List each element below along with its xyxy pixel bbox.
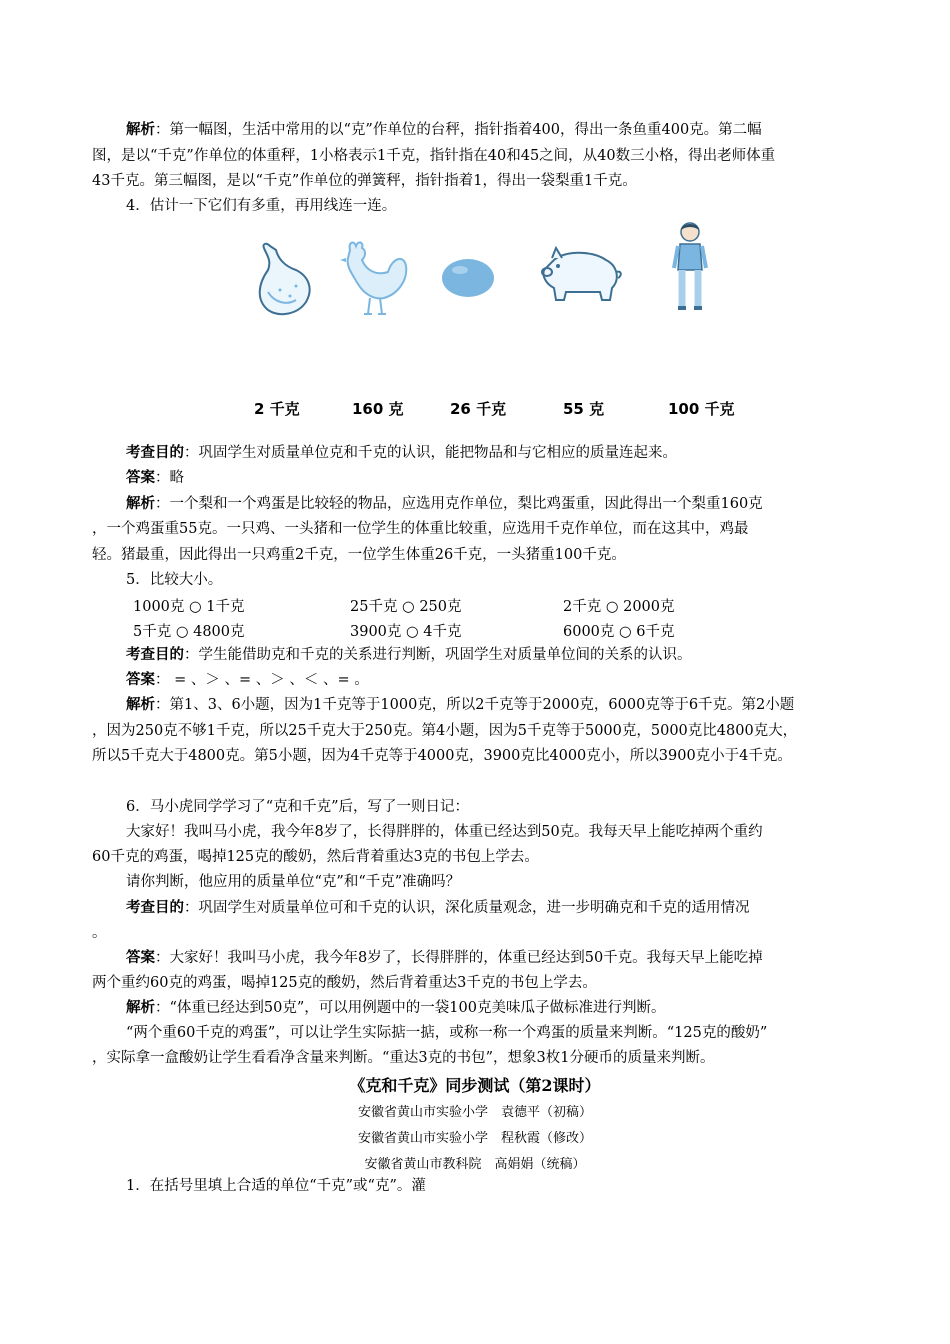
- purpose-line: 。: [92, 925, 107, 941]
- analysis-line: 解析：“体重已经达到50克”，可以用例题中的一袋100克美味瓜子做标准进行判断。: [126, 1000, 666, 1016]
- compare-item: 6000克 ○ 6千克: [563, 624, 675, 640]
- rooster-image: [332, 236, 412, 318]
- pig-image: [538, 244, 622, 304]
- credit-line: 安徽省黄山市教科院 高娟娟（统稿）: [364, 1157, 586, 1172]
- compare-item: 1000克 ○ 1千克: [133, 599, 245, 615]
- analysis-line: 解析：第1、3、6小题，因为1千克等于1000克，所以2千克等于2000克，6000克等于6千克。第2小题: [126, 697, 795, 713]
- section-title: 《克和千克》同步测试（第2课时）: [349, 1076, 601, 1095]
- analysis-line: “两个重60千克的鸡蛋”，可以让学生实际掂一掂，或称一称一个鸡蛋的质量来判断。“125克的酸奶”: [126, 1025, 768, 1041]
- question-6: 6．马小虎同学学习了“克和千克”后，写了一则日记：: [126, 799, 470, 815]
- question-4: 4．估计一下它们有多重，再用线连一连。: [126, 198, 397, 214]
- answer-line: 答案： = 、＞ 、= 、＞ 、＜ 、= 。: [126, 672, 369, 688]
- analysis-line: 43千克。第三幅图，是以“千克”作单位的弹簧秤，指针指着1，得出一袋梨重1千克。: [92, 173, 637, 189]
- analysis-line: 图，是以“千克”作单位的体重秤，1小格表示1千克，指针指在40和45之间，从40数三小格，得出老师体重: [92, 148, 776, 164]
- diary-line: 大家好！我叫马小虎，我今年8岁了，长得胖胖的，体重已经达到50克。我每天早上能吃掉两个重约: [126, 824, 763, 840]
- egg-image: [440, 256, 496, 300]
- compare-item: 3900克 ○ 4千克: [350, 624, 462, 640]
- weight-label: 160 克: [352, 400, 404, 418]
- analysis-line: 解析：第一幅图，生活中常用的以“克”作单位的台秤，指针指着400，得出一条鱼重400克。第二幅: [126, 122, 762, 138]
- question-6-prompt: 请你判断，他应用的质量单位“克”和“千克”准确吗？: [126, 874, 461, 890]
- answer-line: 答案：略: [126, 470, 184, 486]
- pear-image: [252, 240, 314, 318]
- purpose-line: 考查目的：巩固学生对质量单位克和千克的认识，能把物品和与它相应的质量连起来。: [126, 445, 677, 461]
- analysis-line: 所以5千克大于4800克。第5小题，因为4千克等于4000克，3900克比4000克小，所以3900克小于4千克。: [92, 748, 792, 764]
- analysis-line: ，实际拿一盒酸奶让学生看看净含量来判断。“重达3克的书包”，想象3枚1分硬币的质量来判断。: [92, 1050, 715, 1066]
- compare-item: 25千克 ○ 250克: [350, 599, 462, 615]
- purpose-line: 考查目的：巩固学生对质量单位可和千克的认识，深化质量观念，进一步明确克和千克的适用情况: [126, 900, 750, 916]
- credit-line: 安徽省黄山市实验小学 袁德平（初稿）: [357, 1105, 592, 1120]
- question-1: 1．在括号里填上合适的单位“千克”或“克”。灌: [126, 1178, 426, 1194]
- analysis-line: ，因为250克不够1千克，所以25千克大于250克。第4小题，因为5千克等于5000克，5000克比4800克大，: [92, 723, 798, 739]
- diary-line: 60千克的鸡蛋，喝掉125克的酸奶，然后背着重达3克的书包上学去。: [92, 849, 539, 865]
- weight-label: 100 千克: [668, 400, 735, 418]
- weight-label: 55 克: [563, 400, 605, 418]
- answer-line: 答案：大家好！我叫马小虎，我今年8岁了，长得胖胖的，体重已经达到50千克。我每天早上能吃掉: [126, 950, 763, 966]
- purpose-line: 考查目的：学生能借助克和千克的关系进行判断，巩固学生对质量单位间的关系的认识。: [126, 647, 692, 663]
- answer-line: 两个重约60克的鸡蛋，喝掉125克的酸奶，然后背着重达3千克的书包上学去。: [92, 975, 597, 991]
- analysis-line: 轻。猪最重，因此得出一只鸡重2千克，一位学生体重26千克，一头猪重100千克。: [92, 547, 626, 563]
- credit-line: 安徽省黄山市实验小学 程秋霞（修改）: [357, 1131, 592, 1146]
- weight-label: 26 千克: [450, 400, 507, 418]
- boy-image: [672, 220, 708, 314]
- question-5: 5．比较大小。: [126, 572, 223, 588]
- compare-item: 2千克 ○ 2000克: [563, 599, 675, 615]
- analysis-line: ，一个鸡蛋重55克。一只鸡、一头猪和一位学生的体重比较重，应选用千克作单位，而在这其中，鸡最: [92, 521, 749, 537]
- compare-item: 5千克 ○ 4800克: [133, 624, 245, 640]
- weight-label: 2 千克: [254, 400, 300, 418]
- analysis-line: 解析：一个梨和一个鸡蛋是比较轻的物品，应选用克作单位，梨比鸡蛋重，因此得出一个梨重160克: [126, 496, 763, 512]
